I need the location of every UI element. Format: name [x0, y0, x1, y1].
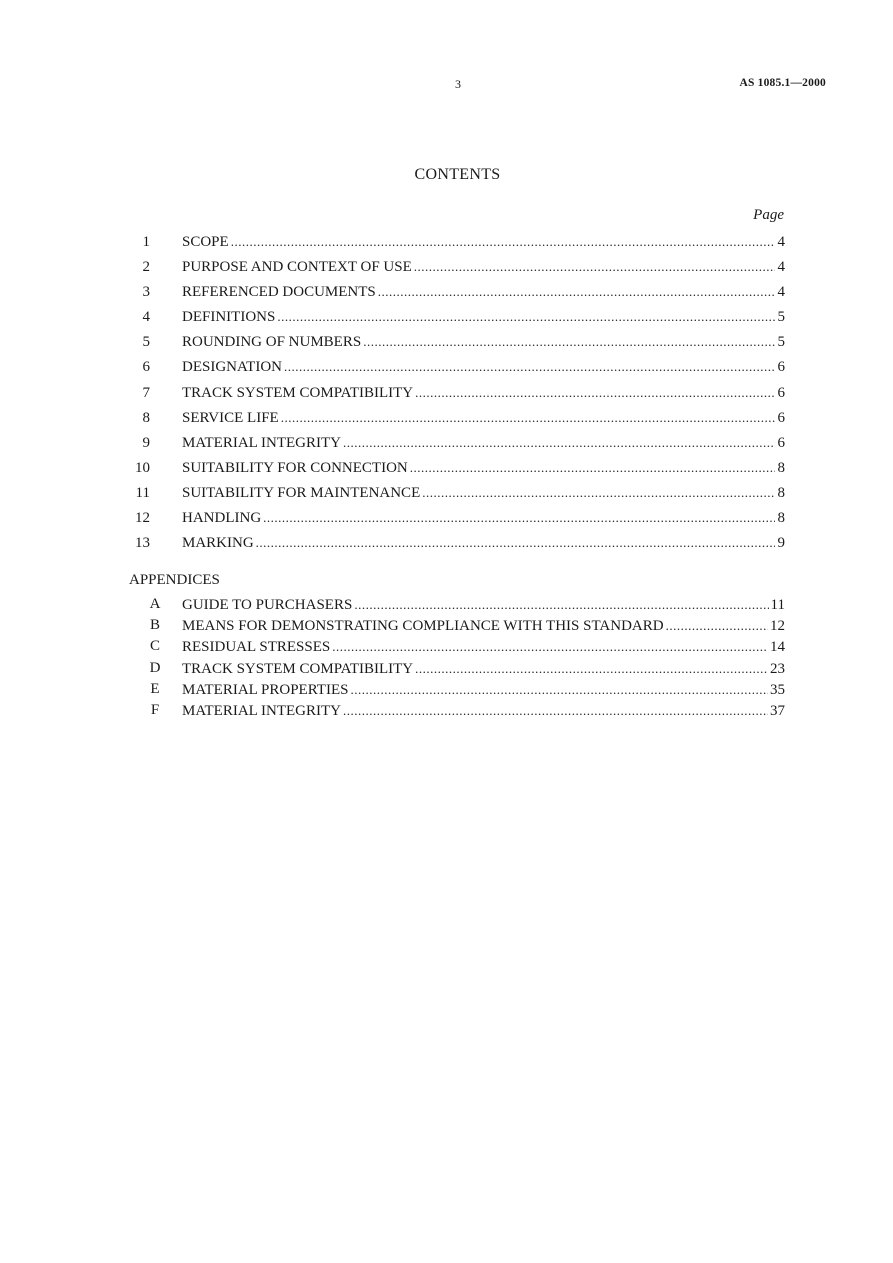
appendix-title: GUIDE TO PURCHASERS	[182, 597, 353, 613]
toc-entry-title: HANDLING	[182, 510, 262, 527]
dot-leader	[281, 407, 775, 429]
dot-leader	[363, 331, 775, 353]
toc-entry[interactable]	[0, 407, 893, 432]
dot-leader	[666, 615, 768, 636]
dot-leader	[422, 482, 775, 504]
toc-entry-number: 3	[142, 284, 150, 301]
toc-entry-number: 12	[135, 510, 150, 527]
page-column-label: Page	[753, 207, 784, 223]
toc-entry-title: DESIGNATION	[182, 359, 282, 376]
toc-section-list	[0, 231, 893, 557]
toc-entry-page: 4	[777, 234, 785, 250]
toc-entry-number: 6	[142, 359, 150, 376]
appendix-letter: A	[149, 596, 161, 612]
dot-leader	[415, 382, 775, 404]
appendix-entry[interactable]	[0, 679, 893, 700]
appendix-page: 12	[770, 618, 785, 635]
toc-entry-title: SUITABILITY FOR CONNECTION	[182, 459, 408, 476]
page-number: 3	[455, 77, 461, 91]
dot-leader	[343, 700, 768, 721]
dot-leader	[415, 658, 768, 679]
toc-entry-title: TRACK SYSTEM COMPATIBILITY	[182, 384, 414, 401]
toc-entry-number: 8	[142, 409, 150, 426]
toc-entry[interactable]	[0, 331, 893, 356]
toc-entry-title: SUITABILITY FOR MAINTENANCE	[182, 484, 421, 501]
toc-entry-number: 4	[142, 309, 150, 326]
toc-entry-title: DEFINITIONS	[182, 309, 276, 326]
appendix-title: MATERIAL PROPERTIES	[182, 681, 349, 698]
toc-entry-page: 4	[777, 284, 785, 301]
toc-entry-title: MATERIAL INTEGRITY	[182, 434, 342, 451]
appendix-entry[interactable]	[0, 700, 893, 721]
dot-leader	[256, 532, 775, 554]
appendix-entry[interactable]	[0, 636, 893, 657]
toc-entry-title: SERVICE LIFE	[182, 409, 279, 426]
contents-title: CONTENTS	[414, 166, 501, 183]
toc-entry-title: REFERENCED DOCUMENTS	[182, 284, 376, 301]
dot-leader	[231, 231, 775, 253]
dot-leader	[284, 356, 775, 378]
toc-entry-page: 4	[777, 259, 785, 276]
appendix-list	[0, 594, 893, 721]
appendix-letter: F	[150, 701, 160, 718]
dot-leader	[410, 457, 775, 479]
toc-entry[interactable]	[0, 457, 893, 482]
dot-leader	[277, 306, 775, 328]
toc-entry-page: 5	[777, 334, 785, 351]
appendix-page: 14	[770, 639, 785, 656]
toc-entry[interactable]	[0, 256, 893, 281]
appendices-heading: APPENDICES	[129, 572, 220, 588]
toc-entry-page: 8	[777, 510, 785, 527]
toc-entry-page: 8	[777, 459, 785, 476]
toc-entry[interactable]	[0, 356, 893, 381]
appendix-title: RESIDUAL STRESSES	[182, 639, 331, 656]
dot-leader	[343, 432, 775, 454]
appendix-page: 23	[770, 660, 785, 677]
toc-entry-number: 5	[142, 334, 150, 351]
toc-entry-number: 9	[142, 434, 150, 451]
toc-entry-page: 5	[777, 309, 785, 326]
dot-leader	[378, 281, 775, 303]
toc-entry-page: 6	[777, 384, 785, 401]
toc-entry[interactable]	[0, 281, 893, 306]
appendix-page: 35	[770, 681, 785, 698]
toc-entry[interactable]	[0, 532, 893, 557]
toc-entry-number: 7	[142, 384, 150, 401]
toc-entry-title: PURPOSE AND CONTEXT OF USE	[182, 259, 412, 276]
appendix-letter: B	[149, 617, 160, 634]
toc-entry-title: ROUNDING OF NUMBERS	[182, 334, 362, 351]
toc-entry[interactable]	[0, 231, 893, 256]
appendix-letter: D	[149, 659, 161, 676]
toc-entry-page: 9	[777, 535, 785, 552]
toc-entry-number: 13	[135, 535, 150, 552]
toc-entry-number: 11	[135, 484, 150, 501]
appendix-title: TRACK SYSTEM COMPATIBILITY	[182, 660, 414, 677]
appendix-entry[interactable]	[0, 594, 893, 615]
toc-entry-page: 8	[777, 484, 785, 501]
appendix-title: MEANS FOR DEMONSTRATING COMPLIANCE WITH THIS STANDARD	[182, 618, 664, 635]
appendix-page: 37	[770, 702, 785, 719]
toc-entry-page: 6	[777, 434, 785, 451]
toc-entry-number: 1	[142, 234, 150, 250]
appendix-letter: E	[150, 680, 160, 697]
toc-entry-title: SCOPE	[182, 234, 229, 250]
toc-entry[interactable]	[0, 306, 893, 331]
toc-entry-page: 6	[777, 409, 785, 426]
dot-leader	[354, 594, 768, 615]
appendix-entry[interactable]	[0, 615, 893, 636]
appendix-letter: C	[149, 638, 160, 655]
toc-entry[interactable]	[0, 382, 893, 407]
dot-leader	[414, 256, 775, 278]
dot-leader	[350, 679, 768, 700]
toc-entry-title: MARKING	[182, 535, 254, 552]
appendix-title: MATERIAL INTEGRITY	[182, 702, 342, 719]
toc-entry-page: 6	[777, 359, 785, 376]
standard-designation: AS 1085.1—2000	[739, 77, 826, 89]
appendix-entry[interactable]	[0, 658, 893, 679]
toc-entry[interactable]	[0, 482, 893, 507]
dot-leader	[332, 636, 768, 657]
appendix-page: 11	[770, 597, 785, 613]
toc-entry-number: 2	[142, 259, 150, 276]
toc-entry[interactable]	[0, 432, 893, 457]
toc-entry[interactable]	[0, 507, 893, 532]
dot-leader	[263, 507, 775, 529]
toc-entry-number: 10	[135, 459, 150, 476]
